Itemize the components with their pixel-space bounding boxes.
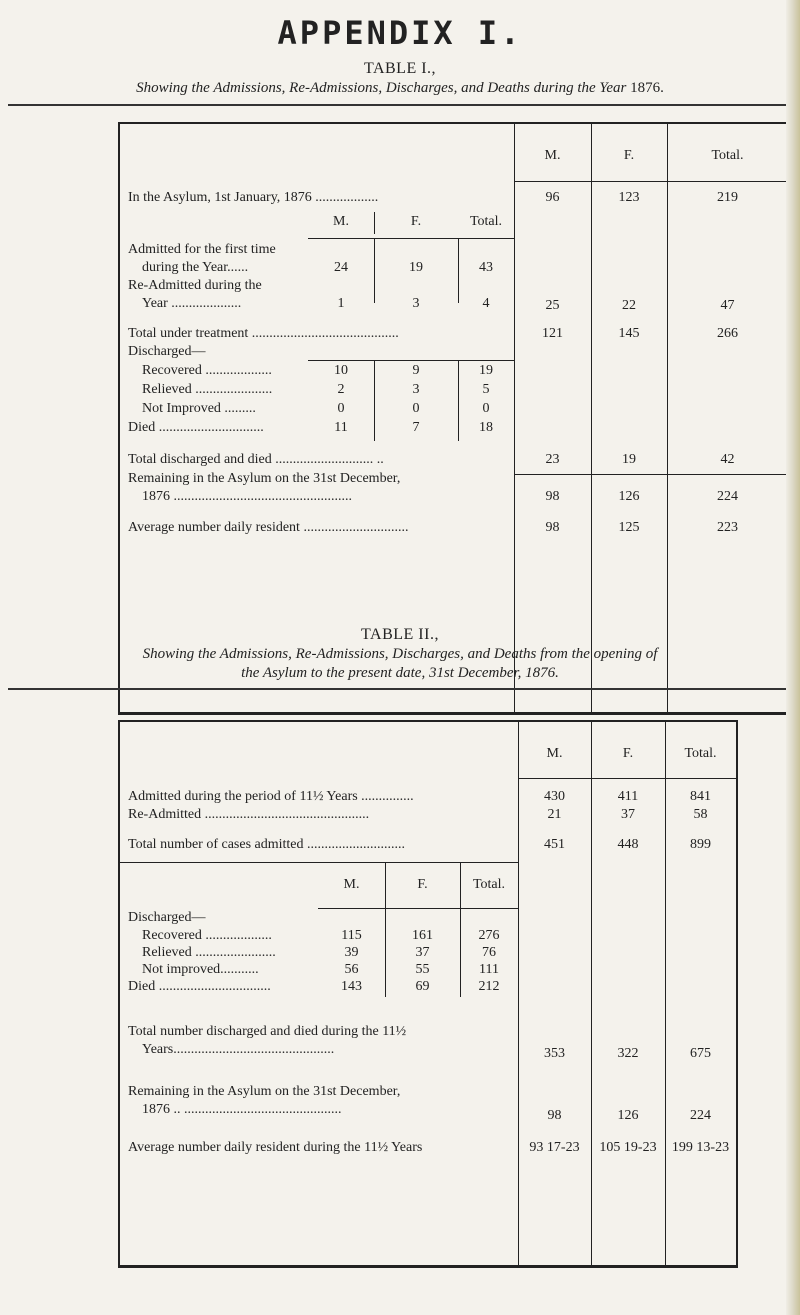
table1-discharged-label: Discharged— (128, 344, 206, 359)
table2-recovered-total: 276 (478, 928, 500, 943)
table1-died-f: 7 (412, 420, 420, 435)
table2-relieved-m: 39 (344, 945, 359, 960)
table1-under-treatment-total: 266 (717, 326, 738, 341)
table1-average-m: 98 (545, 520, 560, 535)
table2-title: TABLE II., (361, 626, 439, 643)
table1-subtitle-year: 1876. (630, 80, 664, 96)
table2-died-f: 69 (415, 979, 430, 994)
table2-sub-header-f: F. (417, 877, 428, 892)
table2-not-improved-total: 111 (479, 962, 499, 977)
table1-recovered-f: 9 (412, 363, 420, 378)
table2-admitted-m: 430 (544, 789, 565, 804)
table2-frame-left (118, 720, 120, 1267)
table1-remaining-label-1: Remaining in the Asylum on the 31st December, (128, 471, 401, 486)
table1-admitted-total: 43 (479, 260, 493, 275)
table2-remaining-label-1: Remaining in the Asylum on the 31st December, (128, 1084, 401, 1099)
table2-not-improved-m: 56 (344, 962, 359, 977)
table2-remaining-m: 98 (547, 1108, 562, 1123)
table2-total-admitted-total: 899 (690, 837, 711, 852)
table2-subtitle-line1: Showing the Admissions, Re-Admissions, Discharges, and Deaths from the opening of (142, 646, 658, 662)
table2-relieved-total: 76 (482, 945, 496, 960)
table2-average-label: Average number daily resident during the 11½ Years (128, 1140, 423, 1155)
table1-header-f: F. (623, 148, 635, 163)
table1-readmitted-f: 3 (412, 296, 420, 311)
table1-recovered-total: 19 (479, 363, 493, 378)
table1-average-label: Average number daily resident .............................. (128, 520, 409, 535)
table2-admitted-f: 411 (617, 789, 639, 804)
table1-readmitted-sum-total: 47 (720, 298, 735, 313)
table1-not-improved-label: Not Improved ......... (142, 401, 256, 416)
table1-header-m: M. (544, 148, 561, 163)
table2-frame-bottom (118, 1265, 738, 1268)
table1-remaining-total: 224 (717, 489, 738, 504)
table1-readmitted-sum-m: 25 (545, 298, 560, 313)
table1-admitted-f: 19 (409, 260, 423, 275)
table2-average-m: 93 17-23 (529, 1140, 580, 1155)
table2-header-f: F. (622, 746, 634, 761)
table2-frame-right (736, 720, 738, 1267)
table2-header-m: M. (546, 746, 563, 761)
table1-recovered-label: Recovered ................... (142, 363, 272, 378)
table1-died-m: 11 (334, 420, 348, 435)
table2-recovered-f: 161 (412, 928, 433, 943)
table2-readmitted-m: 21 (547, 807, 562, 822)
table2-relieved-label: Relieved ....................... (142, 945, 276, 960)
table1-total-discharged-label: Total discharged and died ............................ .. (128, 452, 384, 467)
table1-admitted-m: 24 (334, 260, 348, 275)
table1-under-treatment-m: 121 (542, 326, 563, 341)
table2-total-admitted-m: 451 (544, 837, 565, 852)
table1-sub-header-m: M. (333, 214, 349, 229)
table2-total-admitted-label: Total number of cases admitted ............................ (128, 837, 406, 852)
table1-readmitted-label-1: Re-Admitted during the (128, 278, 262, 293)
table1-subtitle (0, 79, 800, 98)
table2-header-rule (518, 778, 736, 779)
table1-jan1-total: 219 (717, 190, 738, 205)
table1-subtitle-text: Showing the Admissions, Re-Admissions, Discharges, and Deaths during the Year (136, 80, 627, 96)
table2-remaining-total: 224 (690, 1108, 711, 1123)
table2-sub-header-rule (318, 908, 518, 909)
appendix-heading: APPENDIX I. (277, 14, 523, 52)
table1-remaining-m: 98 (545, 489, 560, 504)
table1-recovered-m: 10 (334, 363, 348, 378)
table1-header-total: Total. (711, 148, 744, 163)
table1-jan1-m: 96 (545, 190, 560, 205)
table2-average-total: 199 13-23 (671, 1140, 730, 1155)
table1-average-total: 223 (717, 520, 738, 535)
table2-admitted-label: Admitted during the period of 11½ Years ............... (128, 789, 414, 804)
table1-header-rule (514, 181, 788, 182)
table2-total-discharged-label-2: Years.............................................. (142, 1042, 335, 1057)
table2-died-m: 143 (341, 979, 362, 994)
table2-total-discharged-total: 675 (690, 1046, 711, 1061)
table2-readmitted-total: 58 (693, 807, 708, 822)
table1-relieved-label: Relieved ...................... (142, 382, 273, 397)
table2-total-admitted-f: 448 (617, 837, 639, 852)
table2-average-f: 105 19-23 (599, 1140, 657, 1155)
table2-total-discharged-m: 353 (544, 1046, 565, 1061)
table1-sub-header-total: Total. (469, 214, 503, 229)
table2-sub-header-m: M. (343, 877, 360, 892)
table1-discharged-top-rule (308, 360, 514, 361)
table1-readmitted-total: 4 (482, 296, 490, 311)
table2-top-rule (8, 688, 792, 690)
table2-died-label: Died ................................ (128, 979, 271, 994)
table1-readmitted-label-2: Year .................... (142, 296, 242, 311)
table2-discharged-label: Discharged— (128, 910, 206, 925)
table1-sub-header-rule (308, 238, 514, 239)
table1-jan1-label: In the Asylum, 1st January, 1876 .................. (128, 190, 379, 205)
table1-died-total: 18 (479, 420, 493, 435)
table1-sub-header-f: F. (410, 214, 422, 229)
table1-not-improved-f: 0 (412, 401, 420, 416)
table2-not-improved-label: Not improved........... (142, 962, 259, 977)
table1-remaining-label-2: 1876 ................................................... (142, 489, 352, 504)
table2-subtitle-line2: the Asylum to the present date, 31st December, 1876. (241, 665, 559, 681)
table2-header-total: Total. (684, 746, 717, 761)
table1-average-f: 125 (618, 520, 640, 535)
table1-not-improved-total: 0 (482, 401, 490, 416)
table1-jan1-f: 123 (618, 190, 640, 205)
table1-top-rule (8, 104, 792, 106)
table1-total-discharged-m: 23 (545, 452, 560, 467)
table1-not-improved-m: 0 (337, 401, 345, 416)
table1-under-treatment-label: Total under treatment .......................................... (128, 326, 399, 341)
table1-title: TABLE I., (363, 60, 437, 77)
table2-remaining-f: 126 (617, 1108, 639, 1123)
table1-admitted-label-1: Admitted for the first time (128, 242, 276, 257)
table2-sub-top-rule (118, 862, 518, 863)
table2-frame-top (118, 720, 738, 722)
table1-frame-bottom (118, 712, 790, 715)
table1-relieved-m: 2 (337, 382, 345, 397)
table1-sub-header-divider-1 (374, 212, 375, 234)
table1-readmitted-sum-f: 22 (622, 298, 636, 313)
table2-readmitted-f: 37 (621, 807, 635, 822)
table1-total-discharged-total: 42 (720, 452, 735, 467)
table1-remaining-f: 126 (618, 489, 640, 504)
table2-recovered-label: Recovered ................... (142, 928, 272, 943)
table1-frame-top (118, 122, 790, 124)
table2-remaining-label-2: 1876 .. ............................................. (142, 1102, 342, 1117)
table2-total-discharged-label-1: Total number discharged and died during the 11½ (128, 1024, 407, 1039)
table1-total-discharged-f: 19 (622, 452, 636, 467)
table1-died-label: Died .............................. (128, 420, 264, 435)
table1-relieved-total: 5 (482, 382, 490, 397)
table1-remaining-rule (514, 474, 788, 475)
table2-total-discharged-f: 322 (617, 1046, 639, 1061)
table1-relieved-f: 3 (412, 382, 420, 397)
page-edge (786, 0, 800, 1315)
table2-not-improved-f: 55 (415, 962, 430, 977)
table2-admitted-total: 841 (690, 789, 711, 804)
table1-under-treatment-f: 145 (618, 326, 640, 341)
table2-recovered-m: 115 (341, 928, 362, 943)
table2-died-total: 212 (478, 979, 500, 994)
table2-sub-header-total: Total. (472, 877, 506, 892)
table2-readmitted-label: Re-Admitted ............................................... (128, 807, 370, 822)
table1-readmitted-m: 1 (337, 296, 345, 311)
table2-relieved-f: 37 (415, 945, 430, 960)
table1-admitted-label-2: during the Year...... (142, 260, 249, 275)
